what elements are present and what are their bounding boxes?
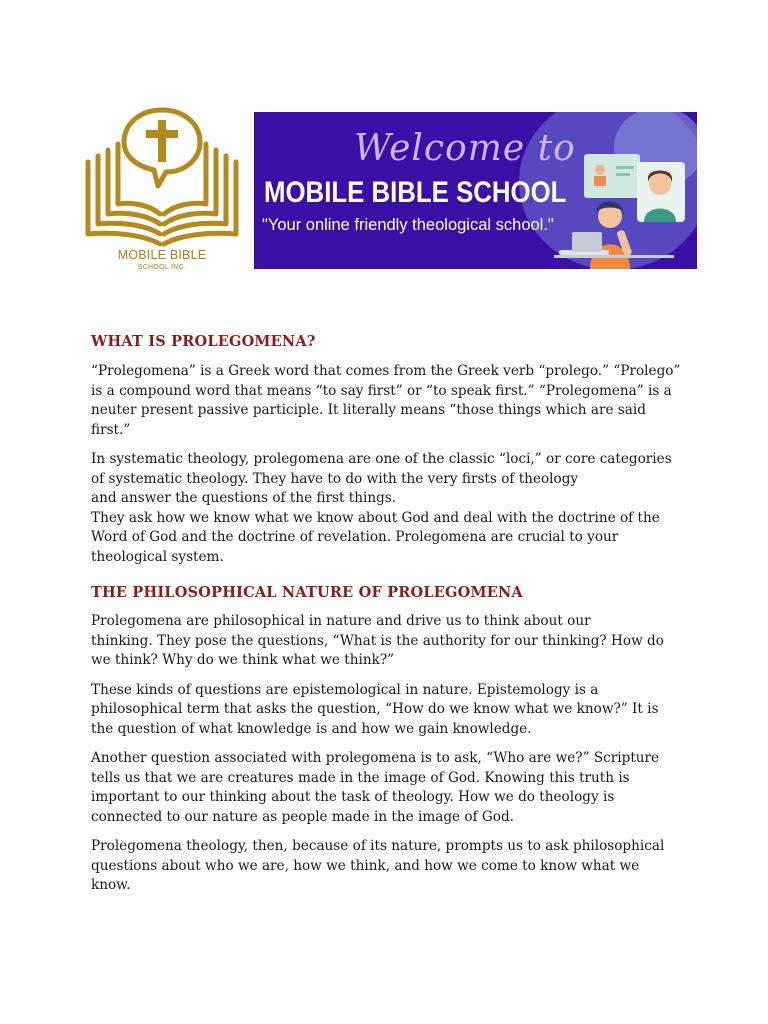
text-line: know. xyxy=(91,877,131,893)
paragraph xyxy=(91,362,681,440)
text-line: Prolegomena theology, then, because of its nature, prompts us to ask philosophical xyxy=(91,838,665,854)
text-line: Another question associated with prolegomena is to ask, “Who are we?” Scripture xyxy=(91,750,660,766)
welcome-script: Welcome to xyxy=(354,128,576,169)
text-line: questions about who we are, how we think, and how we come to know what we xyxy=(91,857,640,874)
paragraph xyxy=(91,681,681,740)
text-line: tells us that we are creatures made in the image of God. Knowing this truth is xyxy=(91,769,630,786)
text-line: is a compound word that means “to say first” or “to speak first.” “Prolegomena” is a xyxy=(91,382,672,399)
paragraph xyxy=(91,837,681,896)
section-heading: THE PHILOSOPHICAL NATURE OF PROLEGOMENA xyxy=(91,584,523,601)
text-line: philosophical term that asks the question, “How do we know what we know?” It is xyxy=(91,701,659,717)
text-line: In systematic theology, prolegomena are one of the classic “loci,” or core categories xyxy=(91,451,672,467)
text-line: These kinds of questions are epistemological in nature. Epistemology is a xyxy=(91,681,599,698)
text-line: theological system. xyxy=(91,548,224,565)
text-line: Prolegomena are philosophical in nature and drive us to think about our xyxy=(91,613,591,629)
text-line: the question of what knowledge is and how we gain knowledge. xyxy=(91,720,532,737)
paragraph xyxy=(91,749,681,827)
bible-cross-logo-icon xyxy=(72,106,252,256)
text-line: connected to our nature as people made in the image of God. xyxy=(91,808,514,825)
logo-subname: SCHOOL INC. xyxy=(137,264,187,271)
text-line: thinking. They pose the questions, “What is the authority for our thinking? How do xyxy=(91,632,664,649)
school-tagline: "Your online friendly theological school." xyxy=(262,216,554,234)
logo-name: MOBILE BIBLE xyxy=(117,248,207,262)
text-line: of systematic theology. They have to do with the very firsts of theology xyxy=(91,470,579,487)
text-line: They ask how we know what we know about God and deal with the doctrine of the xyxy=(91,509,660,526)
paragraph xyxy=(91,612,681,671)
text-line: neuter present passive participle. It literally means “those things which are said xyxy=(91,402,646,418)
text-line: and answer the questions of the first things. xyxy=(91,490,397,506)
school-logo xyxy=(72,106,252,274)
paragraph xyxy=(91,450,681,567)
text-line: we think? Why do we think what we think?” xyxy=(91,652,395,668)
text-line: Word of God and the doctrine of revelation. Prolegomena are crucial to your xyxy=(91,529,619,545)
text-line: first.” xyxy=(91,421,131,438)
school-name: MOBILE BIBLE SCHOOL xyxy=(264,176,567,209)
article-body xyxy=(91,330,681,896)
section-heading: WHAT IS PROLEGOMENA? xyxy=(91,333,316,350)
text-line: important to our thinking about the task of theology. How we do theology is xyxy=(91,789,615,805)
text-line: “Prolegomena” is a Greek word that comes from the Greek verb “prolego.” “Prolego” xyxy=(91,363,681,379)
welcome-banner xyxy=(254,112,697,269)
